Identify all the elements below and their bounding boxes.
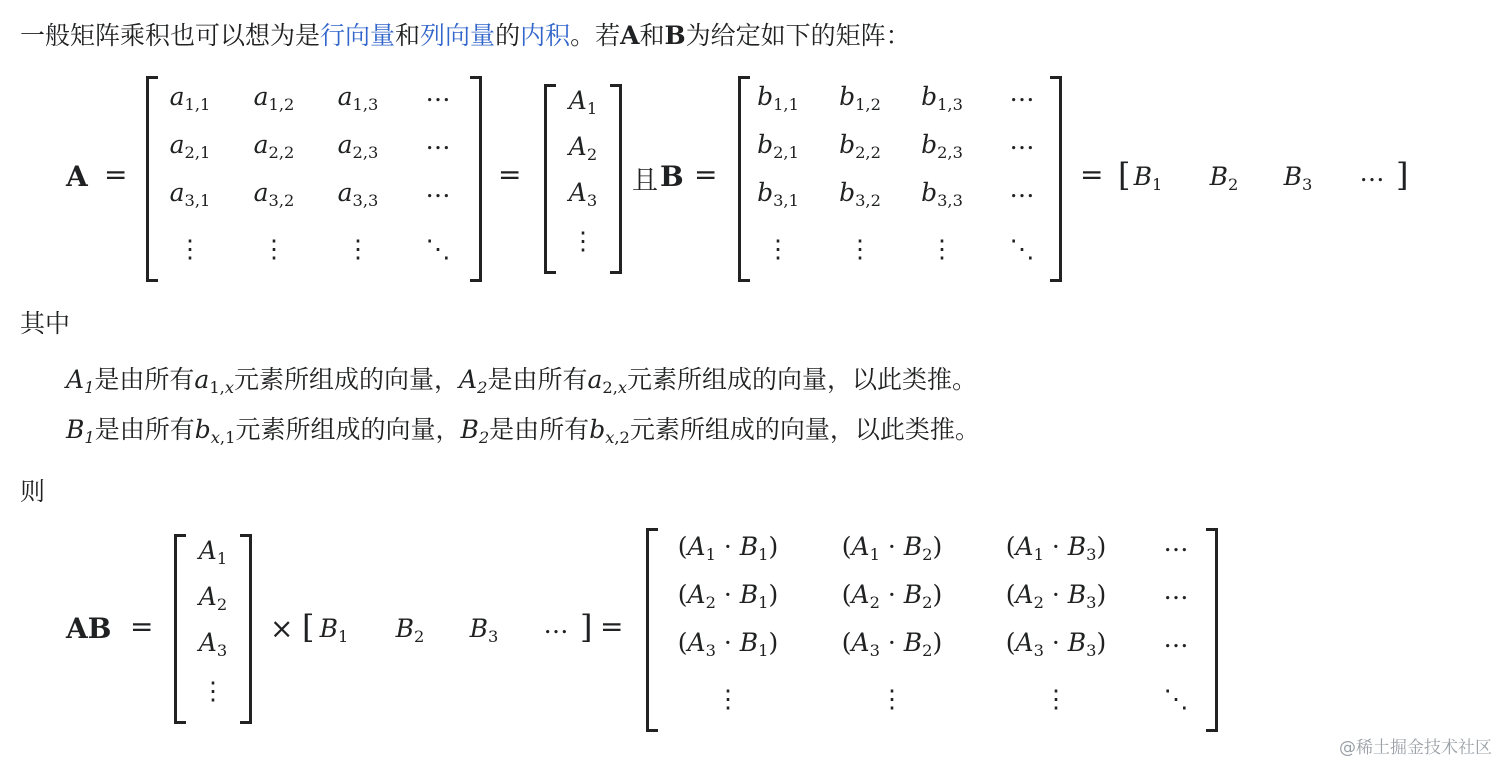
vdots: ⋮	[345, 234, 371, 263]
eq1-lhs-A: A	[66, 160, 88, 193]
where-label: 其中	[20, 309, 71, 338]
intro-text-1: 一般矩阵乘积也可以想为是	[20, 21, 321, 50]
desc-b-text-4: 元素所组成的向量，以此类推。	[629, 415, 980, 444]
desc-a-text-2: 元素所组成的向量，	[234, 365, 460, 394]
hdots: …	[425, 126, 451, 155]
matrix-B-columns: [ $B_1$ $B_2$ $B_3$ … ]	[1118, 156, 1409, 194]
vdots: ⋮	[879, 684, 905, 713]
hdots: …	[543, 610, 569, 639]
desc-b-text-1: 是由所有	[94, 415, 195, 444]
vdots: ⋮	[177, 234, 203, 263]
hdots: …	[1009, 78, 1035, 107]
watermark: @稀土掘金技术社区	[1339, 738, 1492, 758]
desc-a-text-1: 是由所有	[94, 365, 195, 394]
vdots: ⋮	[261, 234, 287, 263]
link-row-vector[interactable]: 行向量	[320, 21, 396, 50]
ddots: ⋱	[1163, 684, 1189, 713]
vdots: ⋮	[570, 226, 596, 255]
vdots: ⋮	[200, 676, 226, 705]
eq2-lhs-AB: AB	[66, 612, 112, 645]
matrix-B-columns-2: [ $B_1$ $B_2$ $B_3$ … ]	[302, 608, 593, 646]
intro-text-4: 。若	[570, 21, 621, 50]
vdots: ⋮	[929, 234, 955, 263]
link-inner-product[interactable]: 内积	[520, 21, 571, 50]
matrix-A-rows: $A_1$ $A_2$ $A_3$ ⋮	[544, 84, 622, 274]
hdots: …	[1359, 158, 1385, 187]
matrix-A: $a_{1,1}$ $a_{1,2}$ $a_{1,3}$ … $a_{2,1}$ $a_{2,2}$ $a_{2,3}$ … $a_{3,1}$ $a_{3,2}$ $a_{3,3}$ … ⋮ ⋮ ⋮ ⋱	[146, 76, 482, 282]
eq1-lhs-B: B	[660, 160, 684, 193]
eq1-equals-4: =	[1080, 158, 1104, 191]
times-sign: ×	[270, 612, 294, 645]
intro-text-5: 和	[639, 21, 665, 50]
intro-text-2: 和	[395, 21, 421, 50]
conj-and: 且	[632, 166, 659, 196]
ddots: ⋱	[1009, 234, 1035, 263]
intro-text-3: 的	[495, 21, 521, 50]
desc-a-text-3: 是由所有	[487, 365, 588, 394]
hdots: …	[1163, 576, 1189, 605]
desc-b-text-3: 是由所有	[489, 415, 590, 444]
hdots: …	[425, 78, 451, 107]
hdots: …	[1163, 624, 1189, 653]
eq2-equals-1: =	[130, 610, 154, 643]
vdots: ⋮	[715, 684, 741, 713]
hdots: …	[1009, 126, 1035, 155]
hdots: …	[1163, 528, 1189, 557]
vdots: ⋮	[765, 234, 791, 263]
desc-b-text-2: 元素所组成的向量，	[235, 415, 461, 444]
matrix-A-rows-2: $A_1$ $A_2$ $A_3$ ⋮	[174, 534, 252, 724]
eq1-equals-1: =	[104, 158, 128, 191]
eq2-equals-2: =	[600, 610, 624, 643]
matrix-B: $b_{1,1}$ $b_{1,2}$ $b_{1,3}$ … $b_{2,1}$ $b_{2,2}$ $b_{2,3}$ … $b_{3,1}$ $b_{3,2}$ $b_{3,3}$ … ⋮ ⋮ ⋮ ⋱	[738, 76, 1062, 282]
desc-b-line: $B_1$是由所有$b_{x,1}$元素所组成的向量，$B_2$是由所有$b_{x,2}$元素所组成的向量，以此类推。	[66, 415, 980, 447]
hdots: …	[425, 174, 451, 203]
desc-a-line: $A_1$是由所有$a_{1,x}$元素所组成的向量，$A_2$是由所有$a_{2,x}$元素所组成的向量，以此类推。	[66, 365, 978, 397]
symbol-B: B	[664, 21, 686, 50]
desc-a-text-4: 元素所组成的向量，以此类推。	[627, 365, 978, 394]
link-column-vector[interactable]: 列向量	[420, 21, 496, 50]
symbol-A: A	[620, 21, 640, 50]
vdots: ⋮	[847, 234, 873, 263]
matrix-AB-result: $(A_1 \cdot B_1)$ $(A_1 \cdot B_2)$ $(A_1 \cdot B_3)$ … $(A_2 \cdot B_1)$ $(A_2 \cdot B_2)$ $(A_2 \cdot B_3)$ … $(A_3 \cdot B_1)$ $(A_3 \cdot B_2)$ $(A_3 \cdot B_3)$ … ⋮ ⋮ ⋮ ⋱	[646, 528, 1218, 732]
hdots: …	[1009, 174, 1035, 203]
vdots: ⋮	[1043, 684, 1069, 713]
eq1-equals-2: =	[498, 158, 522, 191]
ddots: ⋱	[425, 234, 451, 263]
then-label: 则	[20, 477, 46, 506]
eq1-equals-3: =	[694, 158, 718, 191]
intro-paragraph	[20, 20, 911, 52]
intro-text-6: 为给定如下的矩阵：	[685, 21, 911, 50]
